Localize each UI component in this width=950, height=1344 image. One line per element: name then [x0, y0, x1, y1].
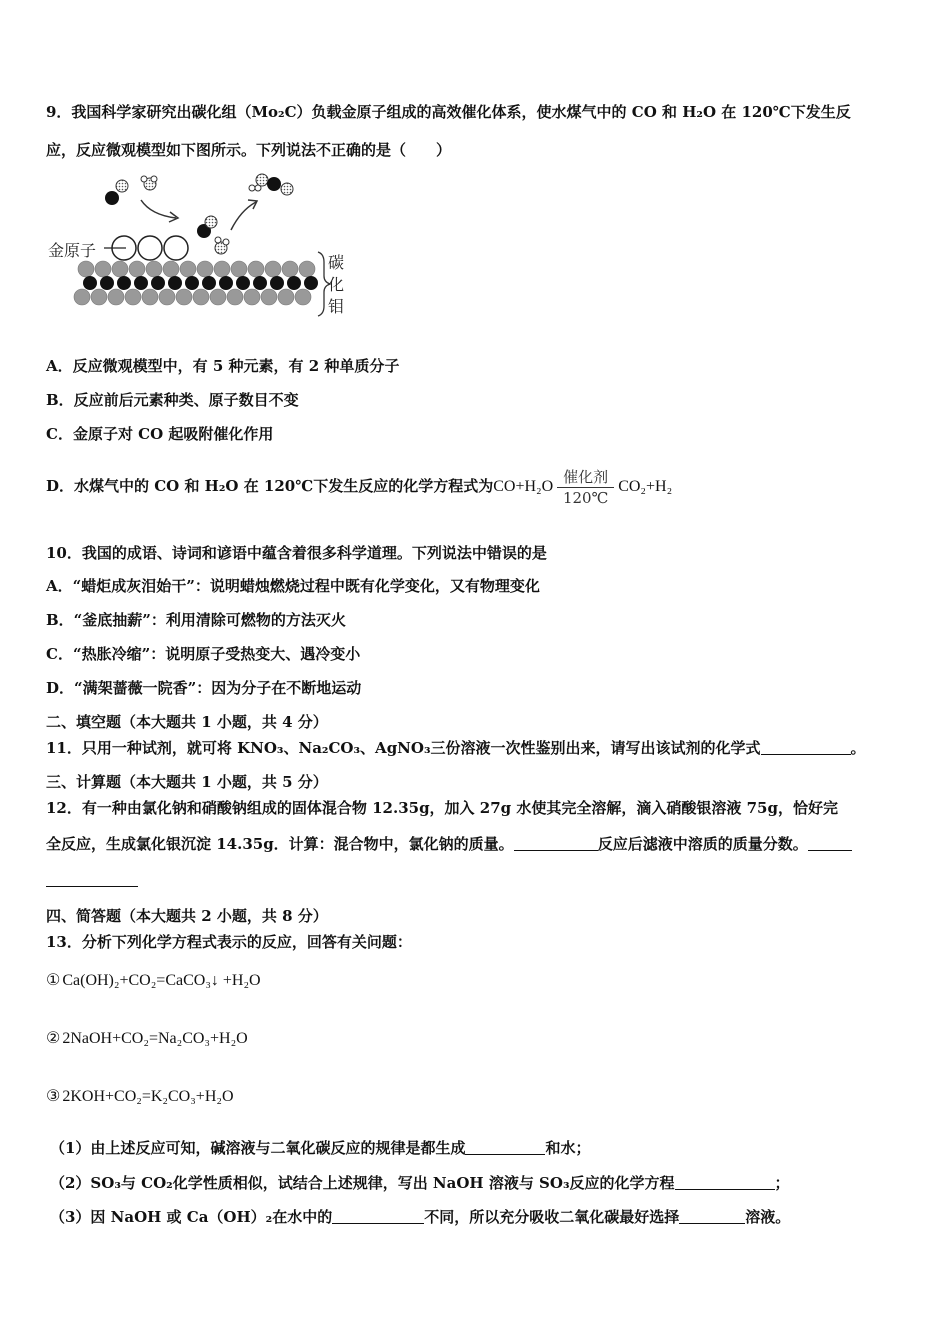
catalyst-label: 催化剂: [557, 468, 614, 488]
q12-answer-blank-1[interactable]: [514, 836, 598, 851]
q11-answer-blank[interactable]: [761, 740, 851, 755]
q13-sub3-blank-1[interactable]: [332, 1209, 424, 1224]
reaction-model-figure: [46, 170, 356, 325]
q11-end: 。: [850, 739, 866, 757]
q9-option-d-text: D．水煤气中的 CO 和 H₂O 在 120℃下发生反应的化学方程式为: [46, 477, 494, 495]
eq2-text: 2NaOH+CO₂=Na₂CO₃+H₂O: [62, 1030, 248, 1047]
q9-equation-lhs: CO+H₂O: [493, 478, 554, 495]
q12-line2: [46, 834, 852, 854]
q13-sub1-text-b: 和水；: [545, 1139, 591, 1157]
q9-option-d: [46, 466, 672, 507]
q13-sub3-text-a: （3）因 NaOH 或 Ca（OH）₂在水中的: [50, 1208, 333, 1226]
eq3-text: 2KOH+CO₂=K₂CO₃+H₂O: [62, 1088, 234, 1105]
q10-option-b: B．“釜底抽薪”：利用清除可燃物的方法灭火: [46, 611, 346, 629]
q9-stem-line1: 9．我国科学家研究出碳化组（Mo₂C）负载金原子组成的高效催化体系，使水煤气中的 CO 和 H₂O 在 120℃下发生反: [46, 103, 851, 121]
mo2c-label: 碳化钼: [328, 253, 345, 316]
q13-sub2: [50, 1173, 790, 1193]
eq3-number: ③: [46, 1086, 61, 1105]
q13-sub3-text-c: 溶液。: [745, 1208, 791, 1226]
section-3-heading: 三、计算题（本大题共 1 小题，共 5 分）: [46, 773, 328, 791]
q12-line1: 12．有一种由氯化钠和硝酸钠组成的固体混合物 12.35g，加入 27g 水使其完全溶解，滴入硝酸银溶液 75g，恰好完: [46, 799, 838, 817]
q13-sub2-text-a: （2）SO₃与 CO₂化学性质相似，试结合上述规律，写出 NaOH 溶液与 SO₃反应的化学方程: [50, 1174, 675, 1192]
q10-option-c: C．“热胀冷缩”：说明原子受热变大、遇冷变小: [46, 645, 361, 663]
q13-sub1: [50, 1138, 590, 1158]
eq2-number: ②: [46, 1028, 61, 1047]
q12-answer-blank-2-cont[interactable]: [46, 872, 138, 887]
temperature-label: 120℃: [562, 488, 609, 507]
q10-option-a: A．“蜡炬成灰泪始干”：说明蜡烛燃烧过程中既有化学变化，又有物理变化: [46, 577, 540, 595]
q13-sub3-text-b: 不同，所以充分吸收二氧化碳最好选择: [424, 1208, 680, 1226]
section-2-heading: 二、填空题（本大题共 1 小题，共 4 分）: [46, 713, 328, 731]
q13-equation-3: [46, 1081, 234, 1112]
q12-text-a: 全反应，生成氯化银沉淀 14.35g．计算：混合物中，氯化钠的质量。: [46, 835, 514, 853]
q9-option-b: B．反应前后元素种类、原子数目不变: [46, 391, 299, 409]
q13-sub3: [50, 1207, 790, 1227]
incoming-molecules: [105, 176, 157, 205]
outgoing-molecules: [249, 174, 293, 195]
q13-sub1-blank[interactable]: [465, 1140, 545, 1155]
q13-sub2-blank[interactable]: [675, 1175, 775, 1190]
q12-text-b: 反应后滤液中溶质的质量分数。: [597, 835, 808, 853]
mo2c-support: [74, 261, 318, 305]
q13-sub3-blank-2[interactable]: [679, 1209, 745, 1224]
q11-line: [46, 738, 866, 758]
q9-option-a: A．反应微观模型中，有 5 种元素，有 2 种单质分子: [46, 357, 400, 375]
gold-atom-label: 金原子: [48, 241, 97, 260]
q11-text: 11．只用一种试剂，就可将 KNO₃、Na₂CO₃、AgNO₃三份溶液一次性鉴别出来，请写出该试剂的化学式: [46, 739, 761, 757]
q13-equation-1: [46, 965, 261, 996]
eq1-number: ①: [46, 970, 61, 989]
q13-sub2-text-b: ；: [774, 1174, 790, 1192]
q12-answer-blank-2[interactable]: [808, 836, 852, 851]
q13-stem: 13．分析下列化学方程式表示的反应，回答有关问题：: [46, 933, 412, 951]
q10-option-d: D．“满架蔷薇一院香”：因为分子在不断地运动: [46, 679, 362, 697]
q9-option-c: C．金原子对 CO 起吸附催化作用: [46, 425, 274, 443]
eq1-text: Ca(OH)₂+CO₂=CaCO₃↓ +H₂O: [62, 972, 261, 989]
q9-equation-condition: [557, 468, 614, 507]
q13-sub1-text-a: （1）由上述反应可知，碱溶液与二氧化碳反应的规律是都生成: [50, 1139, 466, 1157]
q10-stem: 10．我国的成语、诗词和谚语中蕴含着很多科学道理。下列说法中错误的是: [46, 544, 547, 562]
section-4-heading: 四、简答题（本大题共 2 小题，共 8 分）: [46, 907, 328, 925]
q13-equation-2: [46, 1023, 248, 1054]
q9-equation-rhs: CO₂+H₂: [618, 478, 673, 495]
q9-stem-line2: 应，反应微观模型如下图所示。下列说法不正确的是（ ）: [46, 141, 452, 159]
